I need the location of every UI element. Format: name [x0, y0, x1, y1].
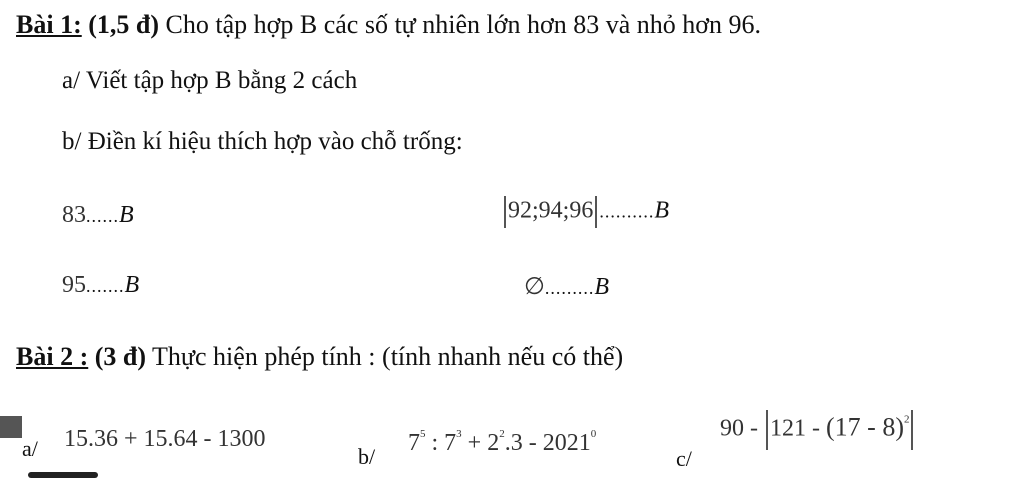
set-b-symbol: B [654, 197, 670, 224]
fill-row1-right [502, 196, 669, 228]
set-brace-left [504, 196, 506, 228]
calc-b-plus: + [461, 430, 488, 456]
fill-blank: ...... [86, 206, 119, 226]
bracket-right [911, 410, 913, 450]
calc-b-exp3: 2 [499, 428, 505, 440]
calc-c-expression [720, 410, 915, 450]
bai1-points: (1,5 đ) [88, 10, 160, 39]
bai1-text: Cho tập hợp B các số tự nhiên lớn hơn 83 và nhỏ hơn 96. [165, 10, 762, 39]
bai2-heading [16, 342, 623, 372]
fill-row2-left [62, 272, 139, 299]
calc-b-expression [408, 428, 596, 457]
calc-b-exp2: 3 [456, 428, 462, 440]
calc-b-base2: 7 [444, 430, 457, 456]
calc-c-inner: 121 - [770, 415, 820, 442]
calc-a-expression: 15.36 + 15.64 - 1300 [64, 426, 266, 452]
scan-artifact-stroke [28, 472, 98, 478]
fill-blank: .......... [599, 201, 655, 222]
calc-a-label: a/ [22, 436, 38, 461]
fill-number-83: 83 [62, 202, 86, 228]
calc-c-label: c/ [676, 446, 692, 471]
calc-c-paren: (17 - 8) [826, 412, 904, 442]
calc-b-tail: .3 - 2021 [504, 430, 591, 456]
fill-blank: ....... [86, 276, 125, 296]
bai1-label: Bài 1: [16, 10, 82, 39]
fill-row1-left [62, 202, 134, 229]
fill-number-95: 95 [62, 272, 86, 298]
set-b-symbol: B [119, 202, 134, 228]
calc-b-base3: 2 [487, 430, 500, 456]
fill-set-92-94-96: 92;94;96 [508, 197, 594, 224]
bai2-text: Thực hiện phép tính : (tính nhanh nếu có thể) [152, 342, 624, 371]
calc-b-exp1: 5 [420, 428, 426, 440]
calc-c-exp: 2 [903, 413, 910, 426]
set-b-symbol: B [594, 274, 610, 300]
set-b-symbol: B [124, 272, 140, 298]
bai1-heading [16, 10, 761, 40]
fill-blank: ......... [544, 278, 595, 298]
calc-b-colon: : [425, 430, 445, 456]
part-a-text: a/ Viết tập hợp B bằng 2 cách [62, 67, 358, 94]
bai2-label: Bài 2 : [16, 342, 89, 371]
scan-artifact-square [0, 416, 22, 438]
calc-b-base1: 7 [408, 430, 420, 456]
part-b-text: b/ Điền kí hiệu thích hợp vào chỗ trống: [62, 128, 463, 155]
calc-b-exp4: 0 [590, 428, 597, 440]
fill-row2-right [524, 272, 609, 301]
calc-b-label: b/ [358, 444, 376, 469]
set-brace-right [595, 196, 597, 228]
bracket-left [766, 410, 768, 450]
empty-set-icon: ∅ [524, 274, 545, 300]
bai2-points: (3 đ) [94, 342, 147, 371]
calc-c-left: 90 - [720, 415, 758, 442]
